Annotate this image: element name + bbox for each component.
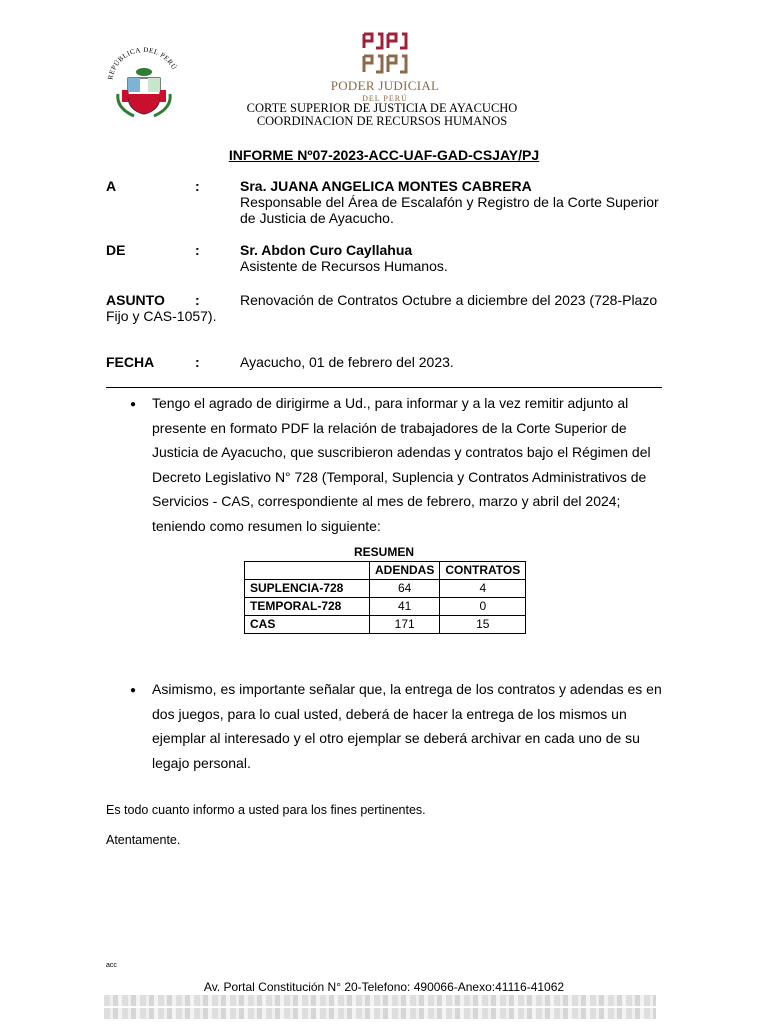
poder-judicial-country: DEL PERÚ [362, 94, 408, 103]
subject-line2: Fijo y CAS-1057). [106, 308, 217, 324]
poder-judicial-name: PODER JUDICIAL [330, 78, 440, 93]
contratos-cell: 4 [440, 580, 526, 598]
subject-line1: Renovación de Contratos Octubre a diciembre del 2023 (728-Plazo [240, 292, 658, 308]
row-label: TEMPORAL-728 [245, 598, 370, 616]
subject-label: ASUNTO [106, 292, 165, 308]
adendas-cell: 171 [370, 616, 440, 634]
closing-statement: Es todo cuanto informo a usted para los fines pertinentes. [106, 803, 426, 817]
delivery-paragraph [152, 677, 662, 775]
paragraph-line: legajo personal. [152, 754, 251, 771]
bullet-icon: ● [130, 685, 137, 696]
court-heading [200, 102, 564, 128]
table-header-cell: ADENDAS [370, 562, 440, 580]
poder-judicial-logo-icon [360, 30, 410, 76]
paragraph-line: Tengo el agrado de dirigirme a Ud., para informar y a la vez remitir adjunto al [152, 395, 629, 411]
sign-off: Atentamente. [106, 833, 181, 847]
date-colon: : [195, 354, 200, 370]
sender-role: Asistente de Recursos Humanos. [240, 258, 448, 274]
table-header-cell: CONTRATOS [440, 562, 526, 580]
recipient-role-line1: Responsable del Área de Escalafón y Registro de la Corte Superior [240, 194, 659, 210]
sender-name: Sr. Abdon Curo Cayllahua [240, 242, 413, 258]
court-name: CORTE SUPERIOR DE JUSTICIA DE AYACUCHO [246, 101, 518, 115]
paragraph-line: Justicia de Ayacucho, que suscribieron adendas y contratos bajo el Régimen del [152, 444, 651, 460]
footer-pattern-band [104, 995, 656, 1019]
recipient-role-line2: de Justicia de Ayacucho. [240, 210, 394, 226]
paragraph-line: Asimismo, es importante señalar que, la entrega de los contratos y adendas es en [152, 681, 662, 697]
subject-colon: : [195, 292, 200, 308]
header-divider [106, 387, 662, 388]
from-colon: : [195, 242, 200, 258]
date-label: FECHA [106, 354, 155, 370]
row-label: SUPLENCIA-728 [245, 580, 370, 598]
svg-text:REPÚBLICA DEL PERÚ: REPÚBLICA DEL PERÚ [106, 45, 179, 81]
footer-address: Av. Portal Constitución N° 20-Telefono: 490066-Anexo:41116-41062 [203, 980, 565, 994]
paragraph-line: teniendo como resumen lo siguiente: [152, 517, 381, 534]
recipient-name: Sra. JUANA ANGELICA MONTES CABRERA [240, 178, 532, 194]
author-initials: acc [106, 962, 117, 969]
to-block [240, 178, 670, 226]
table-header-cell [245, 562, 370, 580]
table-row [245, 580, 526, 598]
table-row [245, 598, 526, 616]
adendas-cell: 41 [370, 598, 440, 616]
contratos-cell: 15 [440, 616, 526, 634]
paragraph-line: Decreto Legislativo N° 728 (Temporal, Suplencia y Contratos Administrativos de [152, 468, 647, 485]
table-header-row [245, 562, 526, 580]
peru-coat-of-arms-icon [104, 44, 184, 120]
contratos-cell: 0 [440, 598, 526, 616]
table-row [245, 616, 526, 634]
department-name: COORDINACION DE RECURSOS HUMANOS [256, 114, 508, 128]
bullet-icon: ● [130, 399, 137, 410]
table-caption: RESUMEN [353, 545, 414, 559]
report-title: INFORME Nº07-2023-ACC-UAF-GAD-CSJAY/PJ [228, 147, 540, 163]
to-colon: : [195, 178, 200, 194]
from-label: DE [106, 242, 126, 258]
to-label: A [106, 178, 117, 194]
row-label: CAS [245, 616, 370, 634]
intro-paragraph [152, 391, 662, 538]
adendas-cell: 64 [370, 580, 440, 598]
paragraph-line: dos juegos, para lo cual usted, deberá de hacer la entrega de los mismos un [152, 705, 627, 722]
summary-table [244, 561, 526, 634]
paragraph-line: presente en formato PDF la relación de trabajadores de la Corte Superior de [152, 419, 627, 436]
paragraph-line: Servicios - CAS, correspondiente al mes de febrero, marzo y abril del 2024; [152, 493, 621, 509]
from-block [240, 242, 670, 274]
date-value: Ayacucho, 01 de febrero del 2023. [240, 354, 454, 370]
paragraph-line: ejemplar al interesado y el otro ejemplar se deberá archivar en cada uno de su [152, 730, 640, 746]
